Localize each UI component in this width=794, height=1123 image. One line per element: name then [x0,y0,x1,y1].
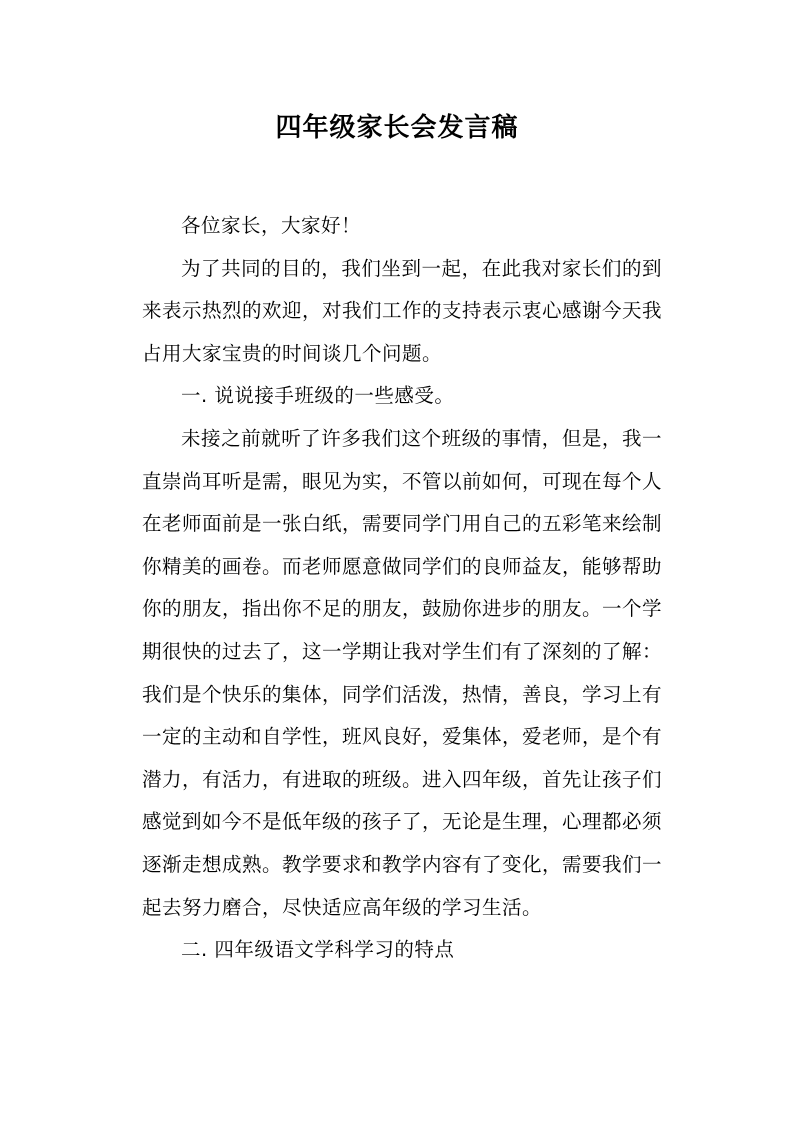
welcome-paragraph: 为了共同的目的，我们坐到一起，在此我对家长们的到来表示热烈的欢迎，对我们工作的支持表示衷心感谢今天我占用大家宝贵的时间谈几个问题。 [142,256,663,365]
feelings-paragraph: 未接之前就听了许多我们这个班级的事情，但是，我一直崇尚耳听是需，眼见为实，不管以前如何，可现在每个人在老师面前是一张白纸，需要同学门用自己的五彩笔来绘制你精美的画卷。而老师愿意做同学们的良师益友，能够帮助你的朋友，指出你不足的朋友，鼓励你进步的朋友。一个学期很快的过去了，这一学期让我对学生们有了深刻的了解：我们是个快乐的集体，同学们活泼，热情，善良，学习上有一定的主动和自学性，班风良好，爱集体，爱老师，是个有潜力，有活力，有进取的班级。进入四年级，首先让孩子们感觉到如今不是低年级的孩子了，无论是生理，心理都必须逐渐走想成熟。教学要求和教学内容有了变化，需要我们一起去努力磨合，尽快适应高年级的学习生活。 [142,426,663,919]
greeting-paragraph: 各位家长，大家好！ [181,214,362,237]
document-title: 四年级家长会发言稿 [275,113,519,143]
section-heading-1: 一. 说说接手班级的一些感受。 [181,384,455,408]
document-body [142,205,662,972]
section-heading-2: 二. 四年级语文学科学习的特点 [181,938,455,962]
